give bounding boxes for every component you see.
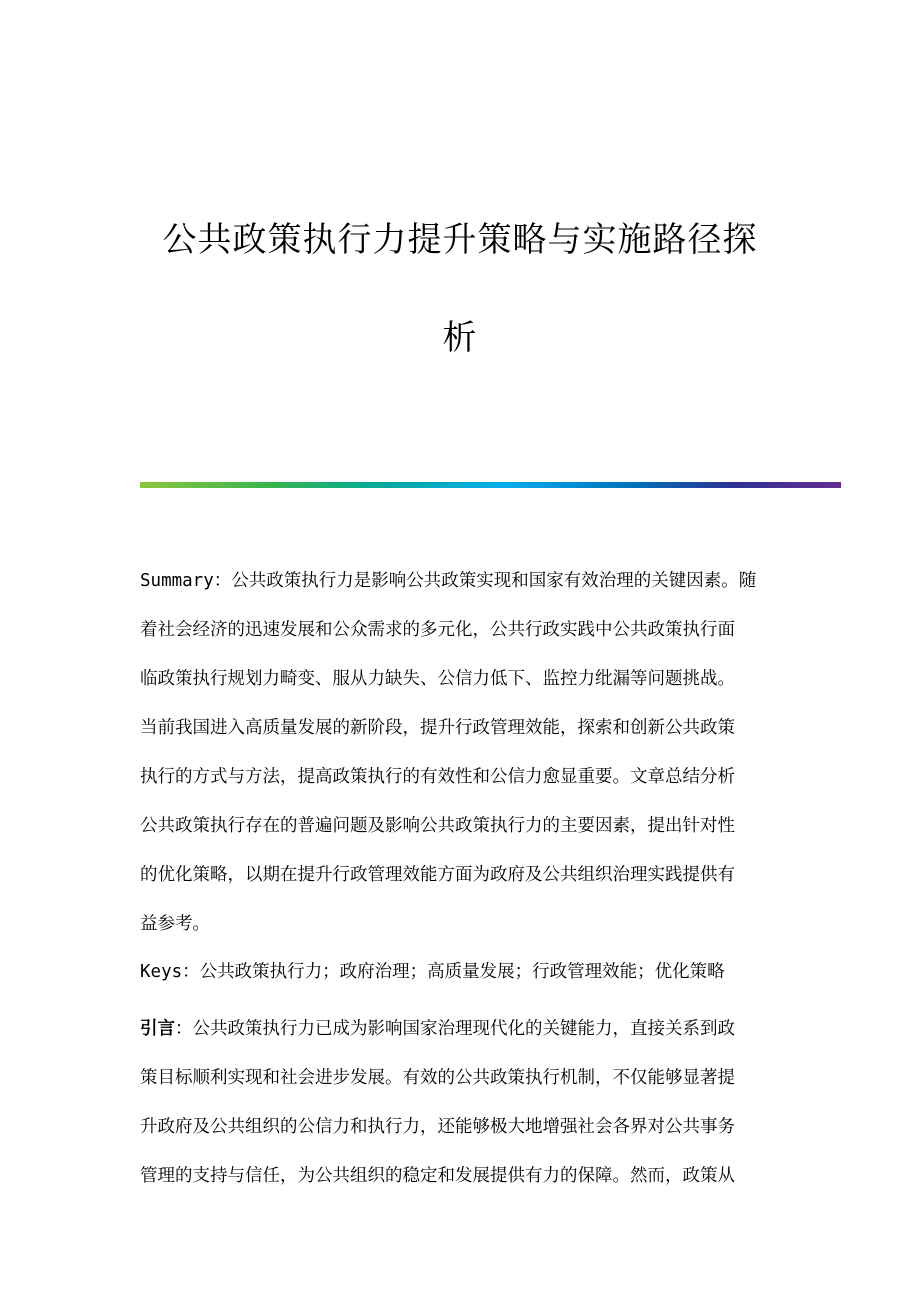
summary-label: Summary xyxy=(140,571,214,591)
summary-line-2: 着社会经济的迅速发展和公众需求的多元化，公共行政实践中公共政策执行面 xyxy=(140,620,735,640)
summary-line-4: 当前我国进入高质量发展的新阶段，提升行政管理效能，探索和创新公共政策 xyxy=(140,718,735,738)
keys-line xyxy=(140,948,780,997)
intro-line-3: 升政府及公共组织的公信力和执行力，还能够极大地增强社会各界对公共事务 xyxy=(140,1117,735,1137)
summary-line-8: 益参考。 xyxy=(140,914,210,934)
document-title-line-1: 公共政策执行力提升策略与实施路径探 xyxy=(162,220,758,260)
intro-text-1: 公共政策执行力已成为影响国家治理现代化的关键能力，直接关系到政 xyxy=(192,1019,735,1039)
summary-paragraph xyxy=(140,557,780,949)
summary-line-1 xyxy=(140,557,780,606)
summary-line-5: 执行的方式与方法，提高政策执行的有效性和公信力愈显重要。文章总结分析 xyxy=(140,767,735,787)
intro-line-1 xyxy=(140,1005,780,1054)
summary-separator: ： xyxy=(213,571,232,591)
title-divider xyxy=(140,482,841,488)
intro-label: 引言 xyxy=(140,1019,175,1039)
summary-line-3: 临政策执行规划力畸变、服从力缺失、公信力低下、监控力纰漏等问题挑战。 xyxy=(140,669,735,689)
intro-paragraph xyxy=(140,1005,780,1201)
intro-separator: ： xyxy=(175,1019,193,1039)
summary-line-6: 公共政策执行存在的普遍问题及影响公共政策执行力的主要因素，提出针对性 xyxy=(140,816,735,836)
summary-line-7: 的优化策略，以期在提升行政管理效能方面为政府及公共组织治理实践提供有 xyxy=(140,865,735,885)
keys-paragraph xyxy=(140,948,780,997)
keys-text: 公共政策执行力；政府治理；高质量发展；行政管理效能；优化策略 xyxy=(199,962,725,982)
summary-text-1: 公共政策执行力是影响公共政策实现和国家有效治理的关键因素。随 xyxy=(231,571,757,591)
intro-line-2: 策目标顺利实现和社会进步发展。有效的公共政策执行机制，不仅能够显著提 xyxy=(140,1068,735,1088)
intro-line-4: 管理的支持与信任，为公共组织的稳定和发展提供有力的保障。然而，政策从 xyxy=(140,1166,735,1186)
keys-label: Keys xyxy=(140,962,183,982)
keys-separator: ： xyxy=(182,962,200,982)
document-title-line-2: 析 xyxy=(442,318,478,358)
